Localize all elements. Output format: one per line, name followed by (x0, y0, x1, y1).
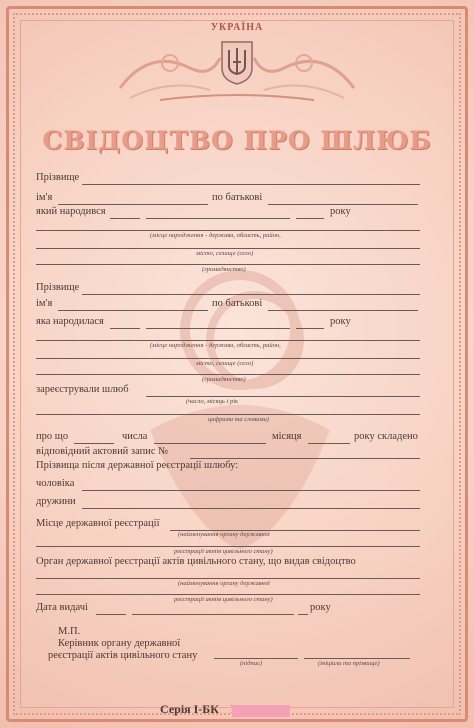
groom-patronymic-label: по батькові (212, 192, 263, 203)
groom-birth-month-line[interactable] (146, 218, 290, 219)
issuing-office-line2[interactable] (36, 594, 420, 595)
husband-surname-line[interactable] (82, 490, 420, 491)
month-label: місяця (272, 431, 302, 442)
groom-birthplace-caption: (місце народження - держава, область, район, (150, 232, 281, 239)
bride-birth-day-line[interactable] (110, 328, 140, 329)
issue-month-line[interactable] (132, 614, 294, 615)
signature-caption: (підпис) (240, 660, 263, 667)
wife-surname-line[interactable] (82, 508, 420, 509)
groom-birthplace-caption2: місто, селище (село) (196, 250, 254, 257)
issue-year-line[interactable] (298, 614, 308, 615)
initials-caption: (ініціали та прізвище) (318, 660, 380, 667)
place-caption2: реєстрації актів цивільного стану) (174, 548, 273, 555)
signature-line[interactable] (214, 658, 298, 659)
bride-birthplace-caption2: місто, селище (село) (196, 360, 254, 367)
bride-citizenship-caption: (громадянство) (202, 376, 246, 383)
registration-date-line2[interactable] (36, 414, 420, 415)
groom-birth-day-line[interactable] (110, 218, 140, 219)
bride-name-label: ім'я (36, 298, 53, 309)
year-made-label: року складено (354, 431, 418, 442)
place-caption: (найменування органу державної (178, 531, 270, 538)
wife-label: дружини (36, 496, 76, 507)
registration-place-line2[interactable] (36, 546, 420, 547)
issuing-office-line1[interactable] (36, 578, 420, 579)
bride-citizenship-line[interactable] (36, 374, 420, 375)
bride-name-line[interactable] (58, 310, 208, 311)
groom-name-label: ім'я (36, 192, 53, 203)
issue-day-line[interactable] (96, 614, 126, 615)
bride-birthplace-line1[interactable] (36, 340, 420, 341)
issue-year-label: року (310, 602, 331, 613)
groom-birth-year-line[interactable] (296, 218, 324, 219)
groom-patronymic-line[interactable] (268, 204, 418, 205)
act-record-number-line[interactable] (190, 458, 420, 459)
day-label: числа (122, 431, 148, 442)
bride-birthplace-line2[interactable] (36, 358, 420, 359)
groom-citizenship-line[interactable] (36, 264, 420, 265)
issuing-office-label: Орган державної реєстрації актів цивільного стану, що видав свідоцтво (36, 556, 356, 567)
groom-citizenship-caption: (громадянство) (202, 266, 246, 273)
groom-surname-label: Прізвище (36, 172, 80, 183)
series-label (160, 702, 243, 717)
act-month-line[interactable] (154, 443, 266, 444)
document-title: СВІДОЦТВО ПРО ШЛЮБ (42, 126, 432, 155)
bride-patronymic-label: по батькові (212, 298, 263, 309)
groom-birthplace-line2[interactable] (36, 248, 420, 249)
country-label: УКРАЇНА (210, 22, 264, 33)
act-year-line[interactable] (308, 443, 350, 444)
trident-icon (218, 38, 256, 86)
groom-born-label: який народився (36, 206, 106, 217)
bride-surname-line[interactable] (82, 294, 420, 295)
serial-number-redacted (232, 705, 290, 717)
groom-surname-line[interactable] (82, 184, 420, 185)
office-caption2: реєстрації актів цивільного стану) (174, 596, 273, 603)
head-label-line2: реєстрації актів цивільного стану (48, 650, 198, 661)
groom-year-label: року (330, 206, 351, 217)
husband-label: чоловіка (36, 478, 75, 489)
registered-label: зареєстрували шлюб (36, 384, 129, 395)
bride-patronymic-line[interactable] (268, 310, 418, 311)
groom-name-line[interactable] (58, 204, 208, 205)
act-record-label: відповідний актовий запис № (36, 446, 169, 457)
bride-surname-label: Прізвище (36, 282, 80, 293)
act-day-line[interactable] (74, 443, 114, 444)
groom-birthplace-line1[interactable] (36, 230, 420, 231)
head-label-line1: Керівник органу державної (58, 638, 181, 649)
surnames-after-label: Прізвища після державної реєстрації шлюбу: (36, 460, 239, 471)
registration-date-caption: (число, місяць і рік (186, 398, 239, 405)
bride-born-label: яка народилася (36, 316, 104, 327)
initials-line[interactable] (304, 658, 410, 659)
registration-date-line1[interactable] (146, 396, 420, 397)
office-caption: (найменування органу державної (178, 580, 270, 587)
series-text: Серія І-БК (160, 702, 219, 716)
about-label: про що (36, 431, 69, 442)
registration-words-caption: цифрами та словами) (208, 416, 269, 423)
issue-date-label: Дата видачі (36, 602, 88, 613)
bride-birthplace-caption: (місце народження - держава, область, район, (150, 342, 281, 349)
bride-birth-year-line[interactable] (296, 328, 324, 329)
bride-birth-month-line[interactable] (146, 328, 290, 329)
seal-label: М.П. (58, 626, 81, 637)
bride-year-label: року (330, 316, 351, 327)
place-label: Місце державної реєстрації (36, 518, 160, 529)
